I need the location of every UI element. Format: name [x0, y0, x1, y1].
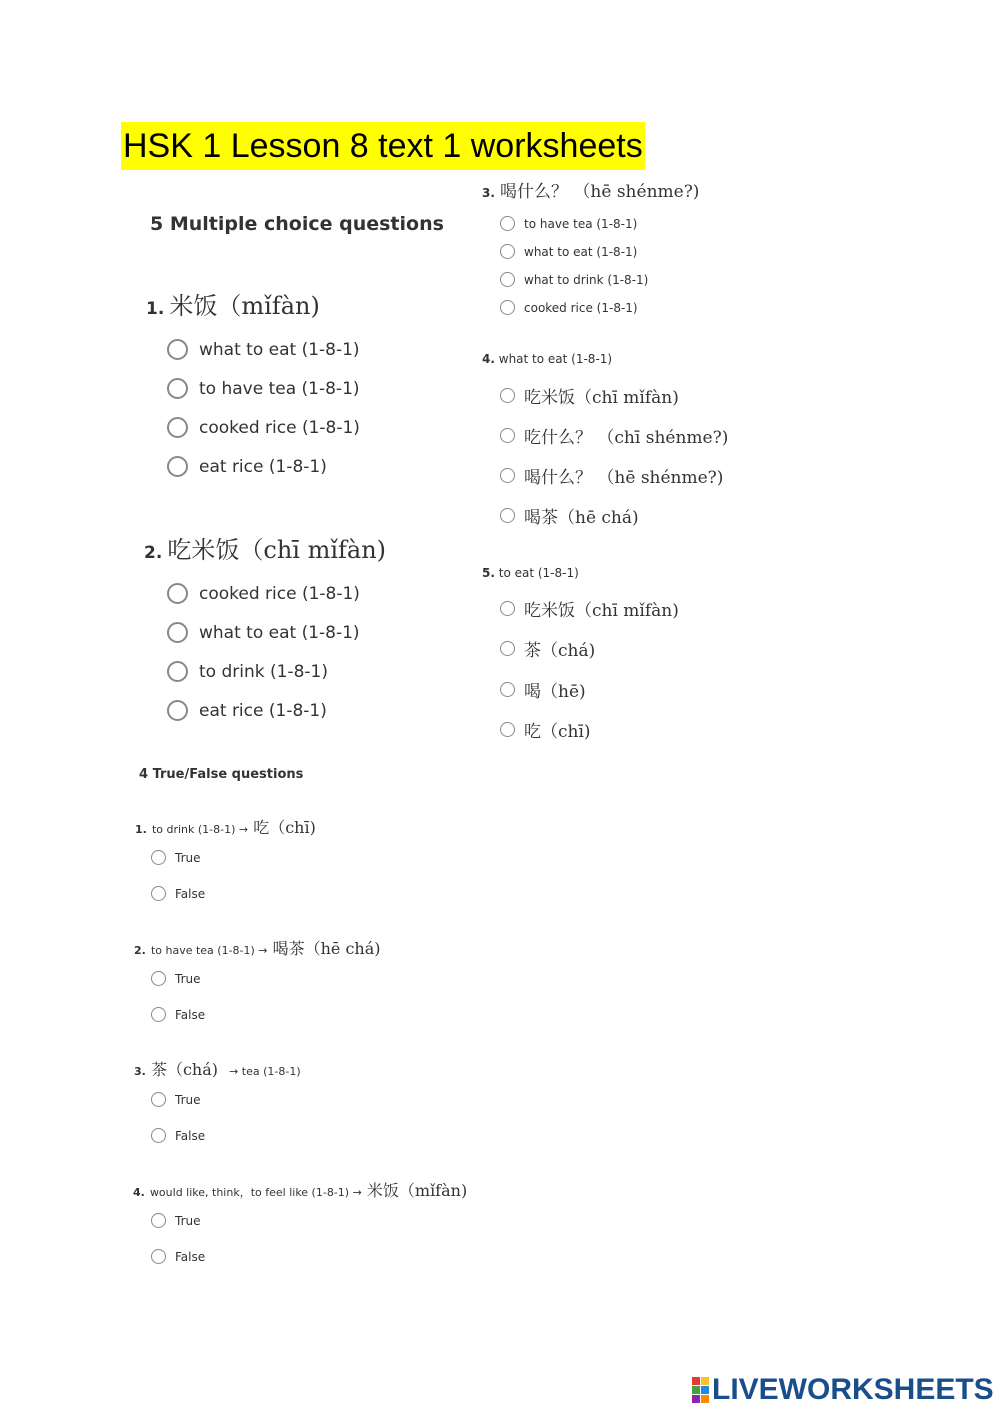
question-number: 3. — [134, 1065, 146, 1078]
question-prompt: 喝什么？ （hē shénme?) — [500, 182, 700, 202]
option-label: cooked rice (1-8-1) — [524, 300, 638, 315]
question-prompt: what to eat (1-8-1) — [498, 352, 613, 366]
option-label: True — [175, 971, 201, 986]
option-label: 吃米饭（chī mǐfàn) — [524, 601, 679, 621]
option-label: 喝（hē) — [524, 682, 586, 702]
liveworksheets-logo — [692, 1373, 994, 1407]
radio-button[interactable] — [167, 339, 188, 360]
question-number: 2. — [134, 944, 146, 957]
question-prompt: 吃米饭（chī mǐfàn) — [167, 536, 387, 564]
tf-question-4 — [133, 1178, 467, 1201]
mc-q1-option-3[interactable] — [167, 417, 360, 438]
option-label: False — [175, 1128, 206, 1143]
option-label: 吃（chī) — [524, 722, 591, 742]
tf-q1-false[interactable] — [151, 886, 205, 901]
tf-question-1 — [135, 815, 316, 838]
tf-q4-true[interactable] — [151, 1213, 201, 1228]
radio-button[interactable] — [500, 272, 515, 287]
option-label: True — [175, 1092, 201, 1107]
question-prompt: 米饭（mǐfàn) — [169, 292, 320, 320]
tf-q4-false[interactable] — [151, 1249, 205, 1264]
radio-button[interactable] — [167, 417, 188, 438]
option-label: False — [175, 886, 206, 901]
question-prompt-en: to drink (1-8-1) → — [151, 823, 249, 836]
question-prompt-cn: 米饭（mǐfàn) — [366, 1181, 468, 1200]
radio-button[interactable] — [151, 1007, 166, 1022]
option-label: eat rice (1-8-1) — [199, 700, 327, 721]
logo-text: LIVEWORKSHEETS — [712, 1373, 994, 1406]
radio-button[interactable] — [500, 428, 515, 443]
option-label: 喝什么？ （hē shénme?) — [524, 468, 724, 488]
question-prompt-en: to have tea (1-8-1) → — [150, 944, 268, 957]
option-label: False — [175, 1249, 206, 1264]
option-label: 吃什么？ （chī shénme?) — [524, 428, 729, 448]
mc-q2-option-1[interactable] — [167, 583, 360, 604]
question-number: 1. — [135, 823, 147, 836]
mc-q4-option-4[interactable] — [500, 503, 639, 528]
mc-question-4 — [482, 352, 612, 366]
question-prompt-cn: 喝茶（hē chá) — [272, 939, 381, 958]
mc-q5-option-2[interactable] — [500, 636, 595, 661]
tf-question-2 — [134, 936, 381, 959]
option-label: what to drink (1-8-1) — [524, 272, 649, 287]
question-number: 1. — [146, 299, 165, 319]
option-label: cooked rice (1-8-1) — [199, 583, 360, 604]
radio-button[interactable] — [500, 300, 515, 315]
tf-q3-false[interactable] — [151, 1128, 205, 1143]
question-prompt-cn: 茶（chá) — [150, 1060, 218, 1079]
radio-button[interactable] — [151, 850, 166, 865]
radio-button[interactable] — [167, 583, 188, 604]
mc-question-3 — [482, 177, 699, 202]
mc-q5-option-3[interactable] — [500, 677, 586, 702]
radio-button[interactable] — [500, 722, 515, 737]
radio-button[interactable] — [167, 700, 188, 721]
tf-section-title: 4 True/False questions — [139, 767, 304, 782]
radio-button[interactable] — [500, 216, 515, 231]
radio-button[interactable] — [151, 886, 166, 901]
tf-q3-true[interactable] — [151, 1092, 201, 1107]
question-prompt-cn: 吃（chī) — [253, 818, 316, 837]
mc-q3-option-3[interactable] — [500, 272, 648, 287]
option-label: cooked rice (1-8-1) — [199, 417, 360, 438]
radio-button[interactable] — [167, 456, 188, 477]
question-number: 5. — [482, 566, 495, 580]
radio-button[interactable] — [167, 378, 188, 399]
radio-button[interactable] — [500, 682, 515, 697]
option-label: 茶（chá) — [524, 641, 596, 661]
mc-q3-option-1[interactable] — [500, 216, 637, 231]
tf-q2-true[interactable] — [151, 971, 201, 986]
mc-q3-option-2[interactable] — [500, 244, 637, 259]
question-number: 4. — [133, 1186, 145, 1199]
mc-q3-option-4[interactable] — [500, 300, 638, 315]
radio-button[interactable] — [151, 1128, 166, 1143]
option-label: True — [175, 850, 201, 865]
worksheet-title: HSK 1 Lesson 8 text 1 worksheets — [121, 122, 645, 170]
option-label: to have tea (1-8-1) — [524, 216, 638, 231]
question-number: 3. — [482, 186, 495, 200]
mc-q2-option-2[interactable] — [167, 622, 360, 643]
question-number: 2. — [144, 543, 163, 563]
question-number: 4. — [482, 352, 495, 366]
tf-question-3 — [134, 1057, 301, 1080]
question-prompt-en: would like, think，to feel like (1-8-1) → — [149, 1186, 362, 1199]
mc-q1-option-1[interactable] — [167, 339, 360, 360]
mc-q2-option-3[interactable] — [167, 661, 328, 682]
radio-button[interactable] — [151, 1092, 166, 1107]
radio-button[interactable] — [500, 641, 515, 656]
mc-q2-option-4[interactable] — [167, 700, 327, 721]
option-label: what to eat (1-8-1) — [199, 622, 360, 643]
option-label: what to eat (1-8-1) — [524, 244, 638, 259]
radio-button[interactable] — [500, 468, 515, 483]
logo-mark-icon — [692, 1377, 709, 1403]
mc-q5-option-1[interactable] — [500, 596, 679, 621]
mc-q4-option-3[interactable] — [500, 463, 723, 488]
radio-button[interactable] — [167, 622, 188, 643]
option-label: what to eat (1-8-1) — [199, 339, 360, 360]
radio-button[interactable] — [151, 971, 166, 986]
option-label: to drink (1-8-1) — [199, 661, 328, 682]
option-label: True — [175, 1213, 201, 1228]
radio-button[interactable] — [167, 661, 188, 682]
radio-button[interactable] — [500, 388, 515, 403]
radio-button[interactable] — [500, 601, 515, 616]
tf-q1-true[interactable] — [151, 850, 201, 865]
option-label: 吃米饭（chī mǐfàn) — [524, 388, 679, 408]
tf-q2-false[interactable] — [151, 1007, 205, 1022]
radio-button[interactable] — [151, 1249, 166, 1264]
mc-section-title: 5 Multiple choice questions — [150, 213, 444, 235]
option-label: False — [175, 1007, 206, 1022]
radio-button[interactable] — [500, 508, 515, 523]
option-label: 喝茶（hē chá) — [524, 508, 639, 528]
mc-question-5 — [482, 566, 579, 580]
mc-q1-option-2[interactable] — [167, 378, 360, 399]
question-prompt: to eat (1-8-1) — [498, 566, 579, 580]
mc-question-1 — [146, 286, 320, 321]
mc-q4-option-1[interactable] — [500, 383, 679, 408]
mc-q1-option-4[interactable] — [167, 456, 327, 477]
radio-button[interactable] — [151, 1213, 166, 1228]
mc-question-2 — [144, 530, 386, 565]
mc-q5-option-4[interactable] — [500, 717, 591, 742]
mc-q4-option-2[interactable] — [500, 423, 728, 448]
radio-button[interactable] — [500, 244, 515, 259]
option-label: eat rice (1-8-1) — [199, 456, 327, 477]
question-prompt-en: → tea (1-8-1) — [229, 1065, 301, 1078]
option-label: to have tea (1-8-1) — [199, 378, 360, 399]
